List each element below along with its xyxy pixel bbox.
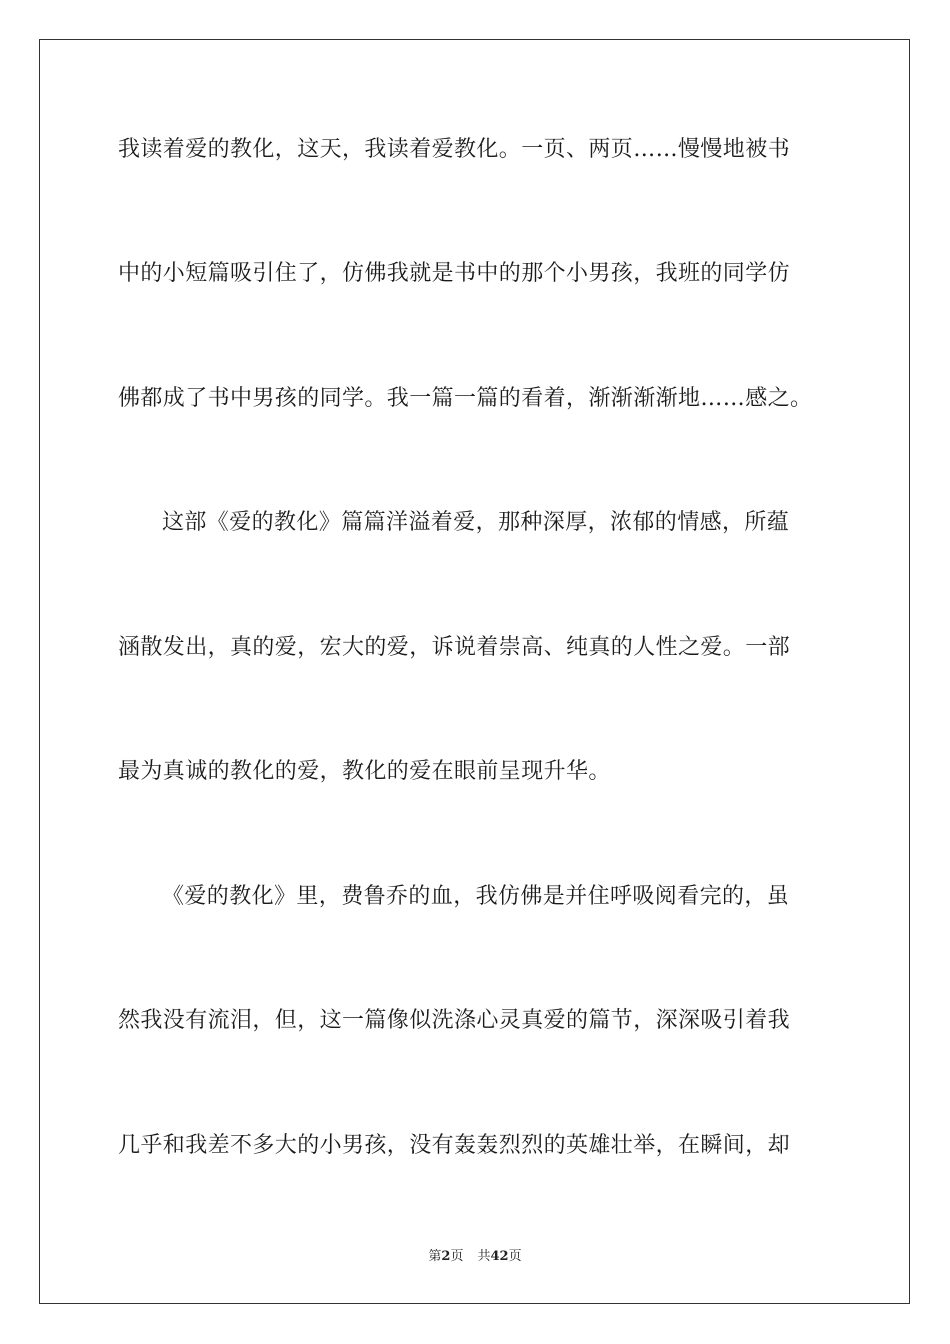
text-line: 中的小短篇吸引住了，仿佛我就是书中的那个小男孩，我班的同学仿 bbox=[118, 261, 791, 286]
total-prefix: 共 bbox=[477, 1249, 491, 1264]
text-line: 最为真诚的教化的爱，教化的爱在眼前呈现升华。 bbox=[118, 759, 611, 784]
text-line: 然我没有流泪，但，这一篇像似洗涤心灵真爱的篇节，深深吸引着我 bbox=[118, 1008, 791, 1033]
paragraph-start-line: 这部《爱的教化》篇篇洋溢着爱，那种深厚，浓郁的情感，所蕴 bbox=[162, 510, 790, 535]
page-number: 2 bbox=[441, 1249, 451, 1264]
text-line: 我读着爱的教化，这天，我读着爱教化。一页、两页……慢慢地被书 bbox=[118, 137, 791, 162]
page-prefix: 第 bbox=[428, 1249, 442, 1264]
paragraph-start-line: 《爱的教化》里，费鲁乔的血，我仿佛是并住呼吸阅看完的，虽 bbox=[162, 884, 790, 909]
text-line: 涵散发出，真的爱，宏大的爱，诉说着崇高、纯真的人性之爱。一部 bbox=[118, 635, 791, 660]
text-line: 几乎和我差不多大的小男孩，没有轰轰烈烈的英雄壮举，在瞬间，却 bbox=[118, 1133, 791, 1158]
text-line: 佛都成了书中男孩的同学。我一篇一篇的看着，渐渐渐渐地……感之。 bbox=[118, 386, 813, 411]
page-border bbox=[39, 39, 910, 1304]
page-footer bbox=[0, 1248, 950, 1266]
total-pages: 42 bbox=[490, 1249, 509, 1264]
total-suffix: 页 bbox=[508, 1249, 522, 1264]
page-suffix: 页 bbox=[450, 1249, 464, 1264]
